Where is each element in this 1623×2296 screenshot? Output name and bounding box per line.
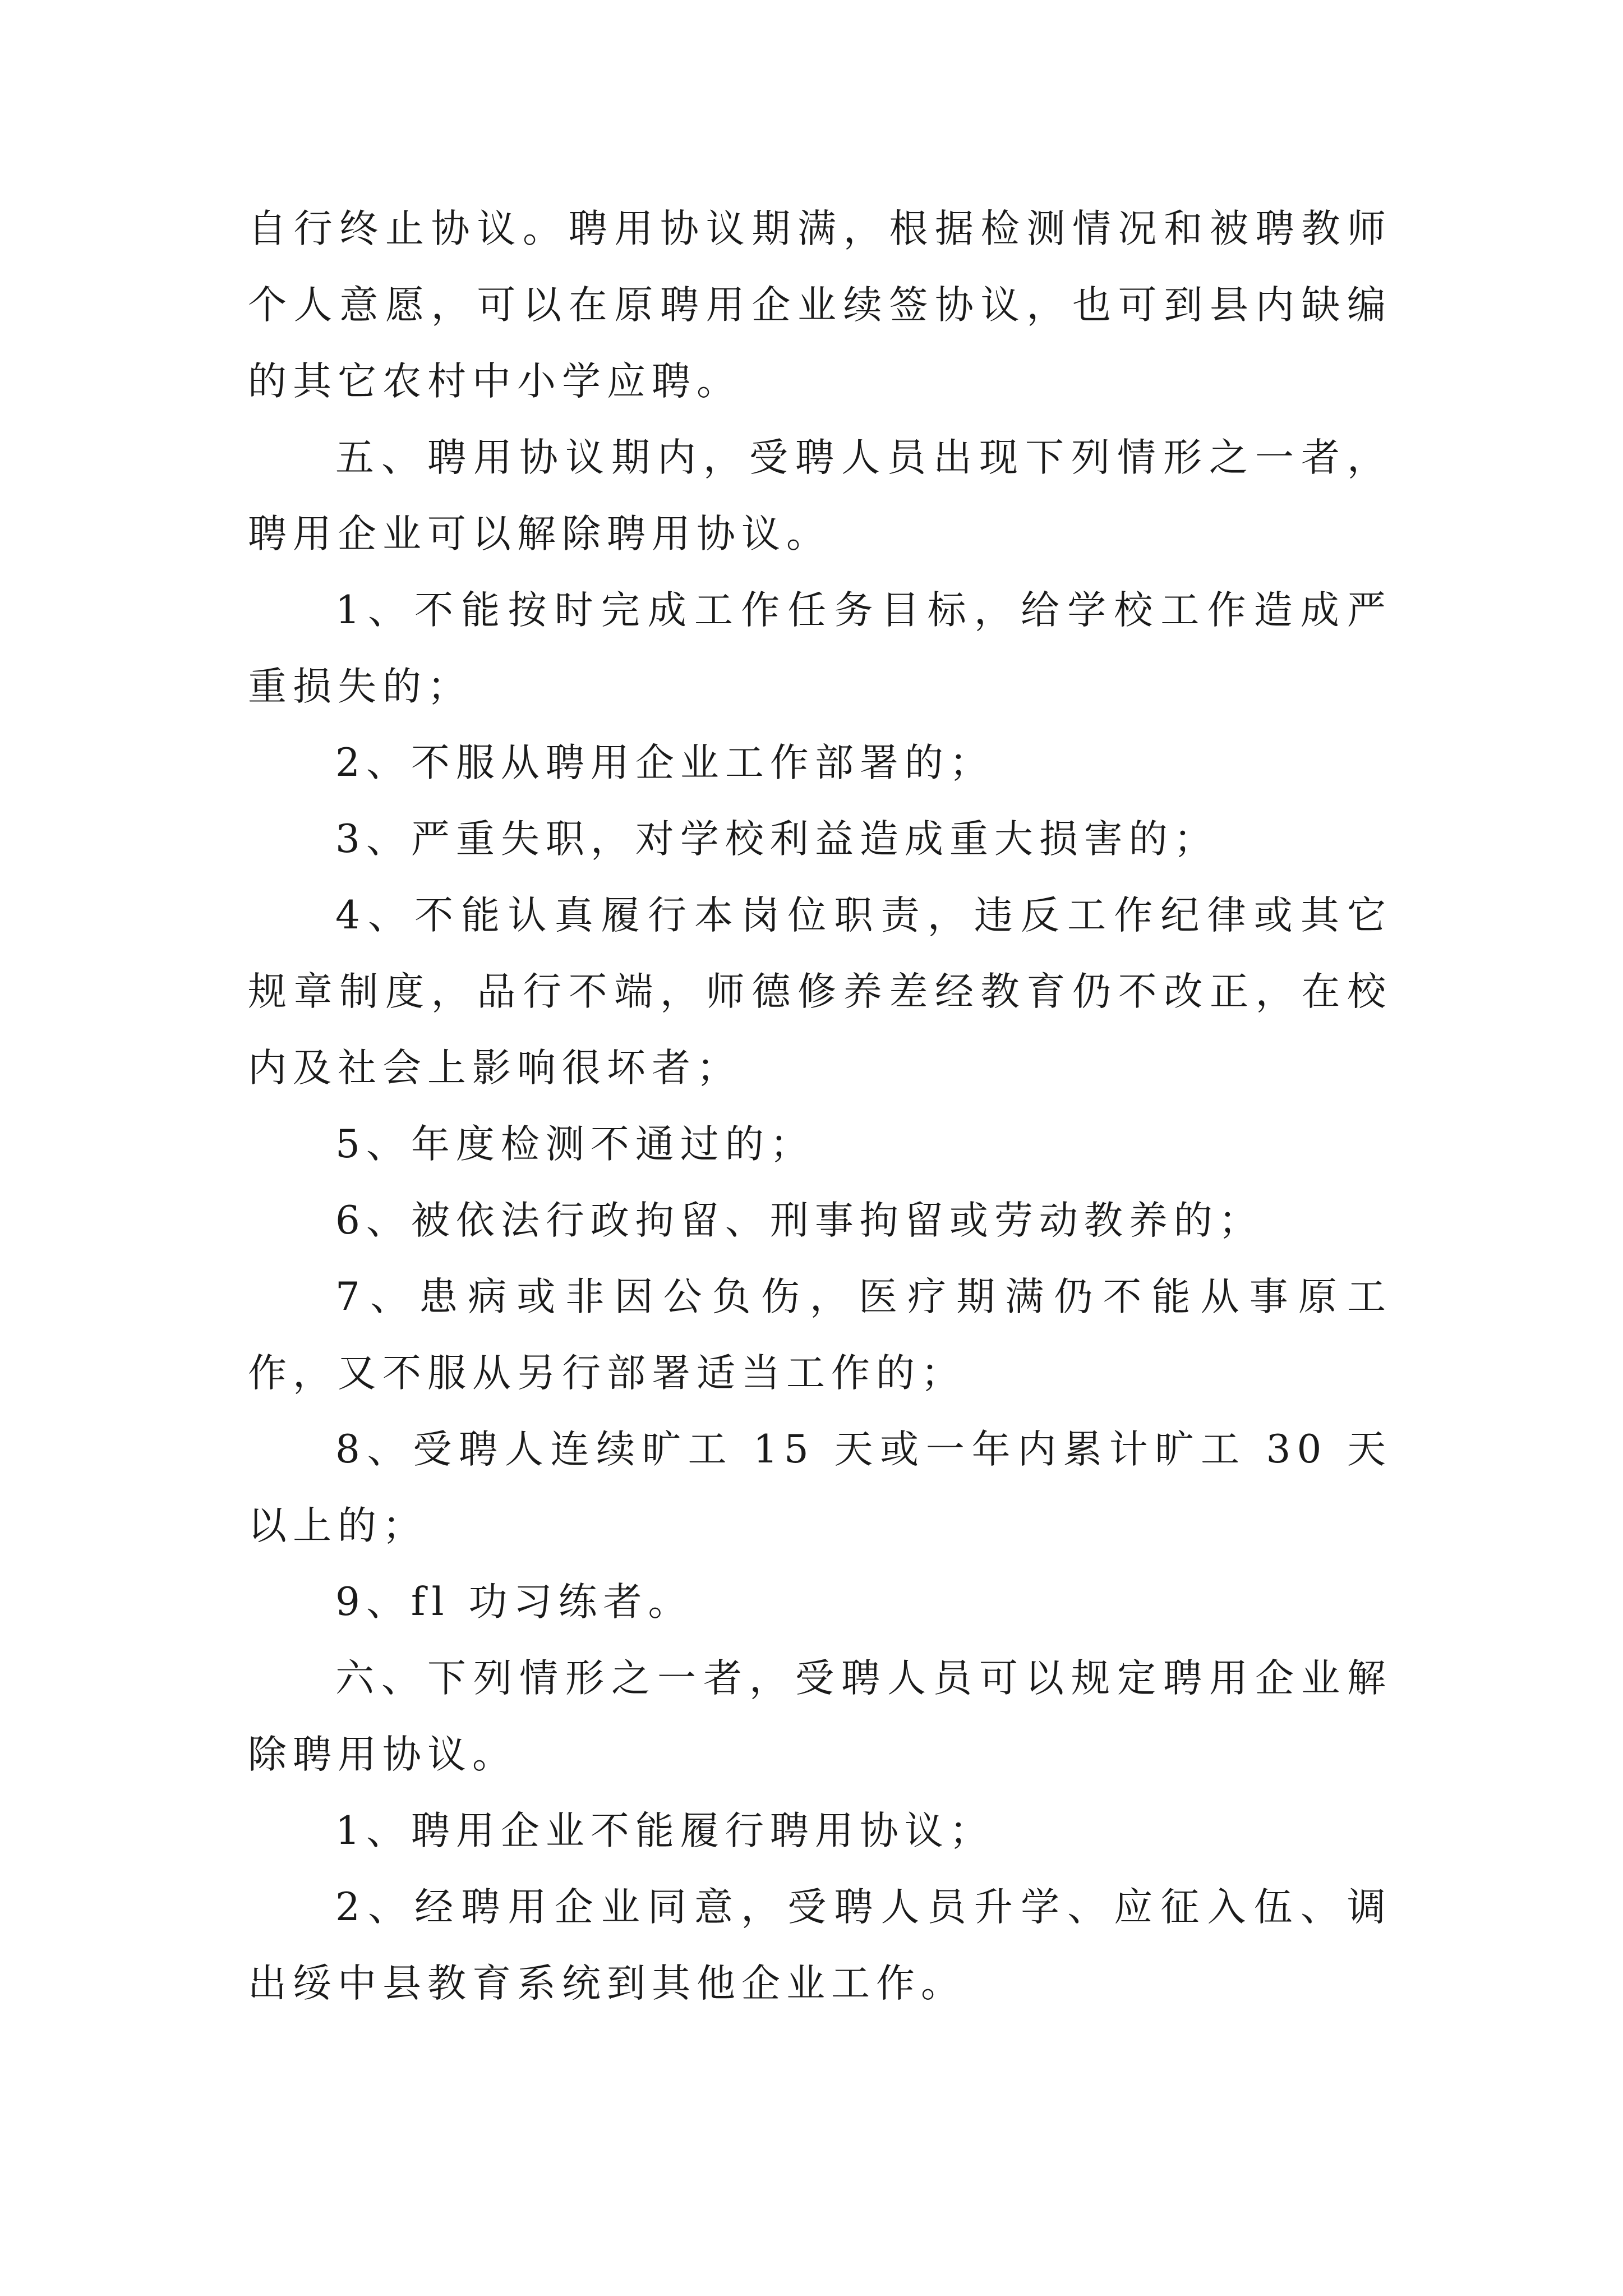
paragraph-section-five: 五、聘用协议期内，受聘人员出现下列情形之一者，聘用企业可以解除聘用协议。 <box>248 435 1392 556</box>
list-item-5-3: 3、严重失职，对学校利益造成重大损害的； <box>335 817 1219 862</box>
list-item-5-8: 8、受聘人连续旷工 15 天或一年内累计旷工 30 天以上的； <box>248 1427 1392 1548</box>
list-item-6-2: 2、经聘用企业同意，受聘人员升学、应征入伍、调出绥中县教育系统到其他企业工作。 <box>248 1885 1392 2006</box>
paragraph-section-six: 六、下列情形之一者，受聘人员可以规定聘用企业解除聘用协议。 <box>248 1656 1392 1777</box>
list-item-5-1: 1、不能按时完成工作任务目标，给学校工作造成严重损失的； <box>248 588 1392 709</box>
list-item-5-5: 5、年度检测不通过的； <box>335 1122 815 1167</box>
list-item-5-6: 6、被依法行政拘留、刑事拘留或劳动教养的； <box>335 1198 1264 1243</box>
list-item-6-1: 1、聘用企业不能履行聘用协议； <box>335 1809 994 1853</box>
list-item-5-7: 7、患病或非因公负伤，医疗期满仍不能从事原工作，又不服从另行部署适当工作的； <box>248 1274 1392 1396</box>
paragraph-continuation: 自行终止协议。聘用协议期满，根据检测情况和被聘教师个人意愿，可以在原聘用企业续签协议，也可到县内缺编的其它农村中小学应聘。 <box>248 206 1392 404</box>
list-item-5-9: 9、fl 功习练者。 <box>335 1580 693 1625</box>
list-item-5-2: 2、不服从聘用企业工作部署的； <box>335 740 994 785</box>
document-body <box>248 191 1392 2022</box>
list-item-5-4: 4、不能认真履行本岗位职责，违反工作纪律或其它规章制度，品行不端，师德修养差经教育仍不改正，在校内及社会上影响很坏者； <box>248 893 1392 1091</box>
